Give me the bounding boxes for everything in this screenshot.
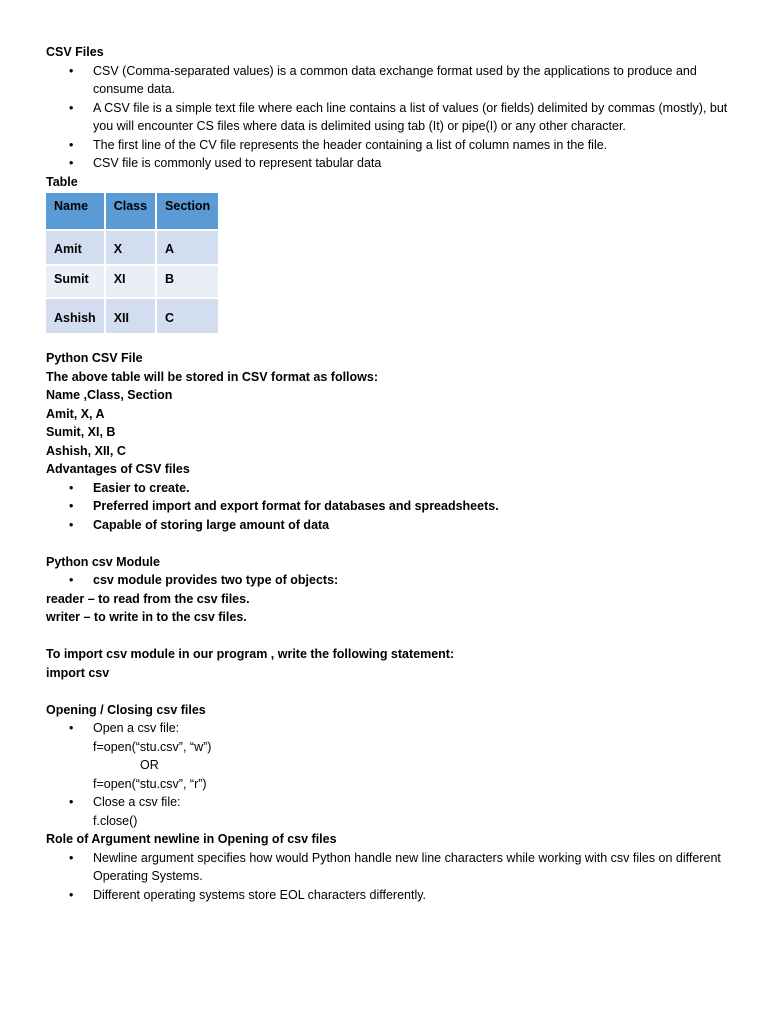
close-label: • Close a csv file: <box>46 793 738 812</box>
student-table <box>44 191 220 335</box>
close-code: f.close() <box>93 813 138 828</box>
table-row <box>46 266 218 297</box>
advantage-item: • Capable of storing large amount of data <box>46 516 738 535</box>
advantage-item: • Easier to create. <box>46 479 738 498</box>
reader-line: reader – to read from the csv files. <box>46 591 250 606</box>
close-list <box>46 793 738 812</box>
csv-format-line: Amit, X, A <box>46 406 105 421</box>
table-row <box>46 299 218 333</box>
module-bullet-list <box>46 571 738 590</box>
newline-bullet-list <box>46 849 738 905</box>
newline-bullet: • Newline argument specifies how would Python handle new line characters while working with csv files on different Operating Systems. <box>46 849 738 886</box>
table-header-row <box>46 193 218 229</box>
csv-bullet: • CSV (Comma-separated values) is a common data exchange format used by the applications to produce and consume data. <box>46 62 738 99</box>
csv-bullet-list <box>46 62 738 173</box>
open-close-heading: Opening / Closing csv files <box>46 702 206 717</box>
open-code-read: f=open(“stu.csv”, “r”) <box>93 776 207 791</box>
csv-module-heading: Python csv Module <box>46 554 160 569</box>
advantage-item: • Preferred import and export format for databases and spreadsheets. <box>46 497 738 516</box>
table-cell: X <box>106 231 155 264</box>
table-cell: Sumit <box>46 266 104 297</box>
writer-line: writer – to write in to the csv files. <box>46 610 247 624</box>
import-instruction: To import csv module in our program , write the following statement: <box>46 647 455 661</box>
import-statement: import csv <box>46 665 110 680</box>
table-cell: A <box>157 231 218 264</box>
table-cell: C <box>157 299 218 333</box>
csv-format-line: Name ,Class, Section <box>46 388 173 402</box>
csv-format-line: Ashish, XII, C <box>46 443 126 458</box>
table-heading: Table <box>46 174 78 189</box>
table-cell: Ashish <box>46 299 104 333</box>
newline-heading: Role of Argument newline in Opening of csv files <box>46 832 337 846</box>
csv-files-heading: CSV Files <box>46 45 104 59</box>
header-section: Section <box>157 193 218 229</box>
header-name: Name <box>46 193 104 229</box>
advantages-heading: Advantages of CSV files <box>46 462 190 476</box>
csv-format-line: The above table will be stored in CSV format as follows: <box>46 369 379 384</box>
python-csv-heading: Python CSV File <box>46 351 143 365</box>
table-cell: Amit <box>46 231 104 264</box>
csv-format-line: Sumit, XI, B <box>46 425 116 439</box>
csv-bullet: • A CSV file is a simple text file where each line contains a list of values (or fields) delimited by commas (mostly), but you will encounter CS files where data is delimited using tab (It) or pipe(I) or any other character. <box>46 99 738 136</box>
table-cell: XI <box>106 266 155 297</box>
header-class: Class <box>106 193 155 229</box>
csv-bullet: • The first line of the CV file represents the header containing a list of column names in the file. <box>46 136 738 155</box>
table-cell: B <box>157 266 218 297</box>
table-cell: XII <box>106 299 155 333</box>
module-bullet: • csv module provides two type of objects: <box>46 571 738 590</box>
newline-bullet: • Different operating systems store EOL characters differently. <box>46 886 738 905</box>
or-text: OR <box>140 758 159 772</box>
csv-bullet: • CSV file is commonly used to represent tabular data <box>46 154 738 173</box>
open-code-write: f=open(“stu.csv”, “w”) <box>93 739 212 754</box>
open-close-list <box>46 719 738 738</box>
open-label: • Open a csv file: <box>46 719 738 738</box>
table-row <box>46 231 218 264</box>
advantages-list <box>46 479 738 535</box>
